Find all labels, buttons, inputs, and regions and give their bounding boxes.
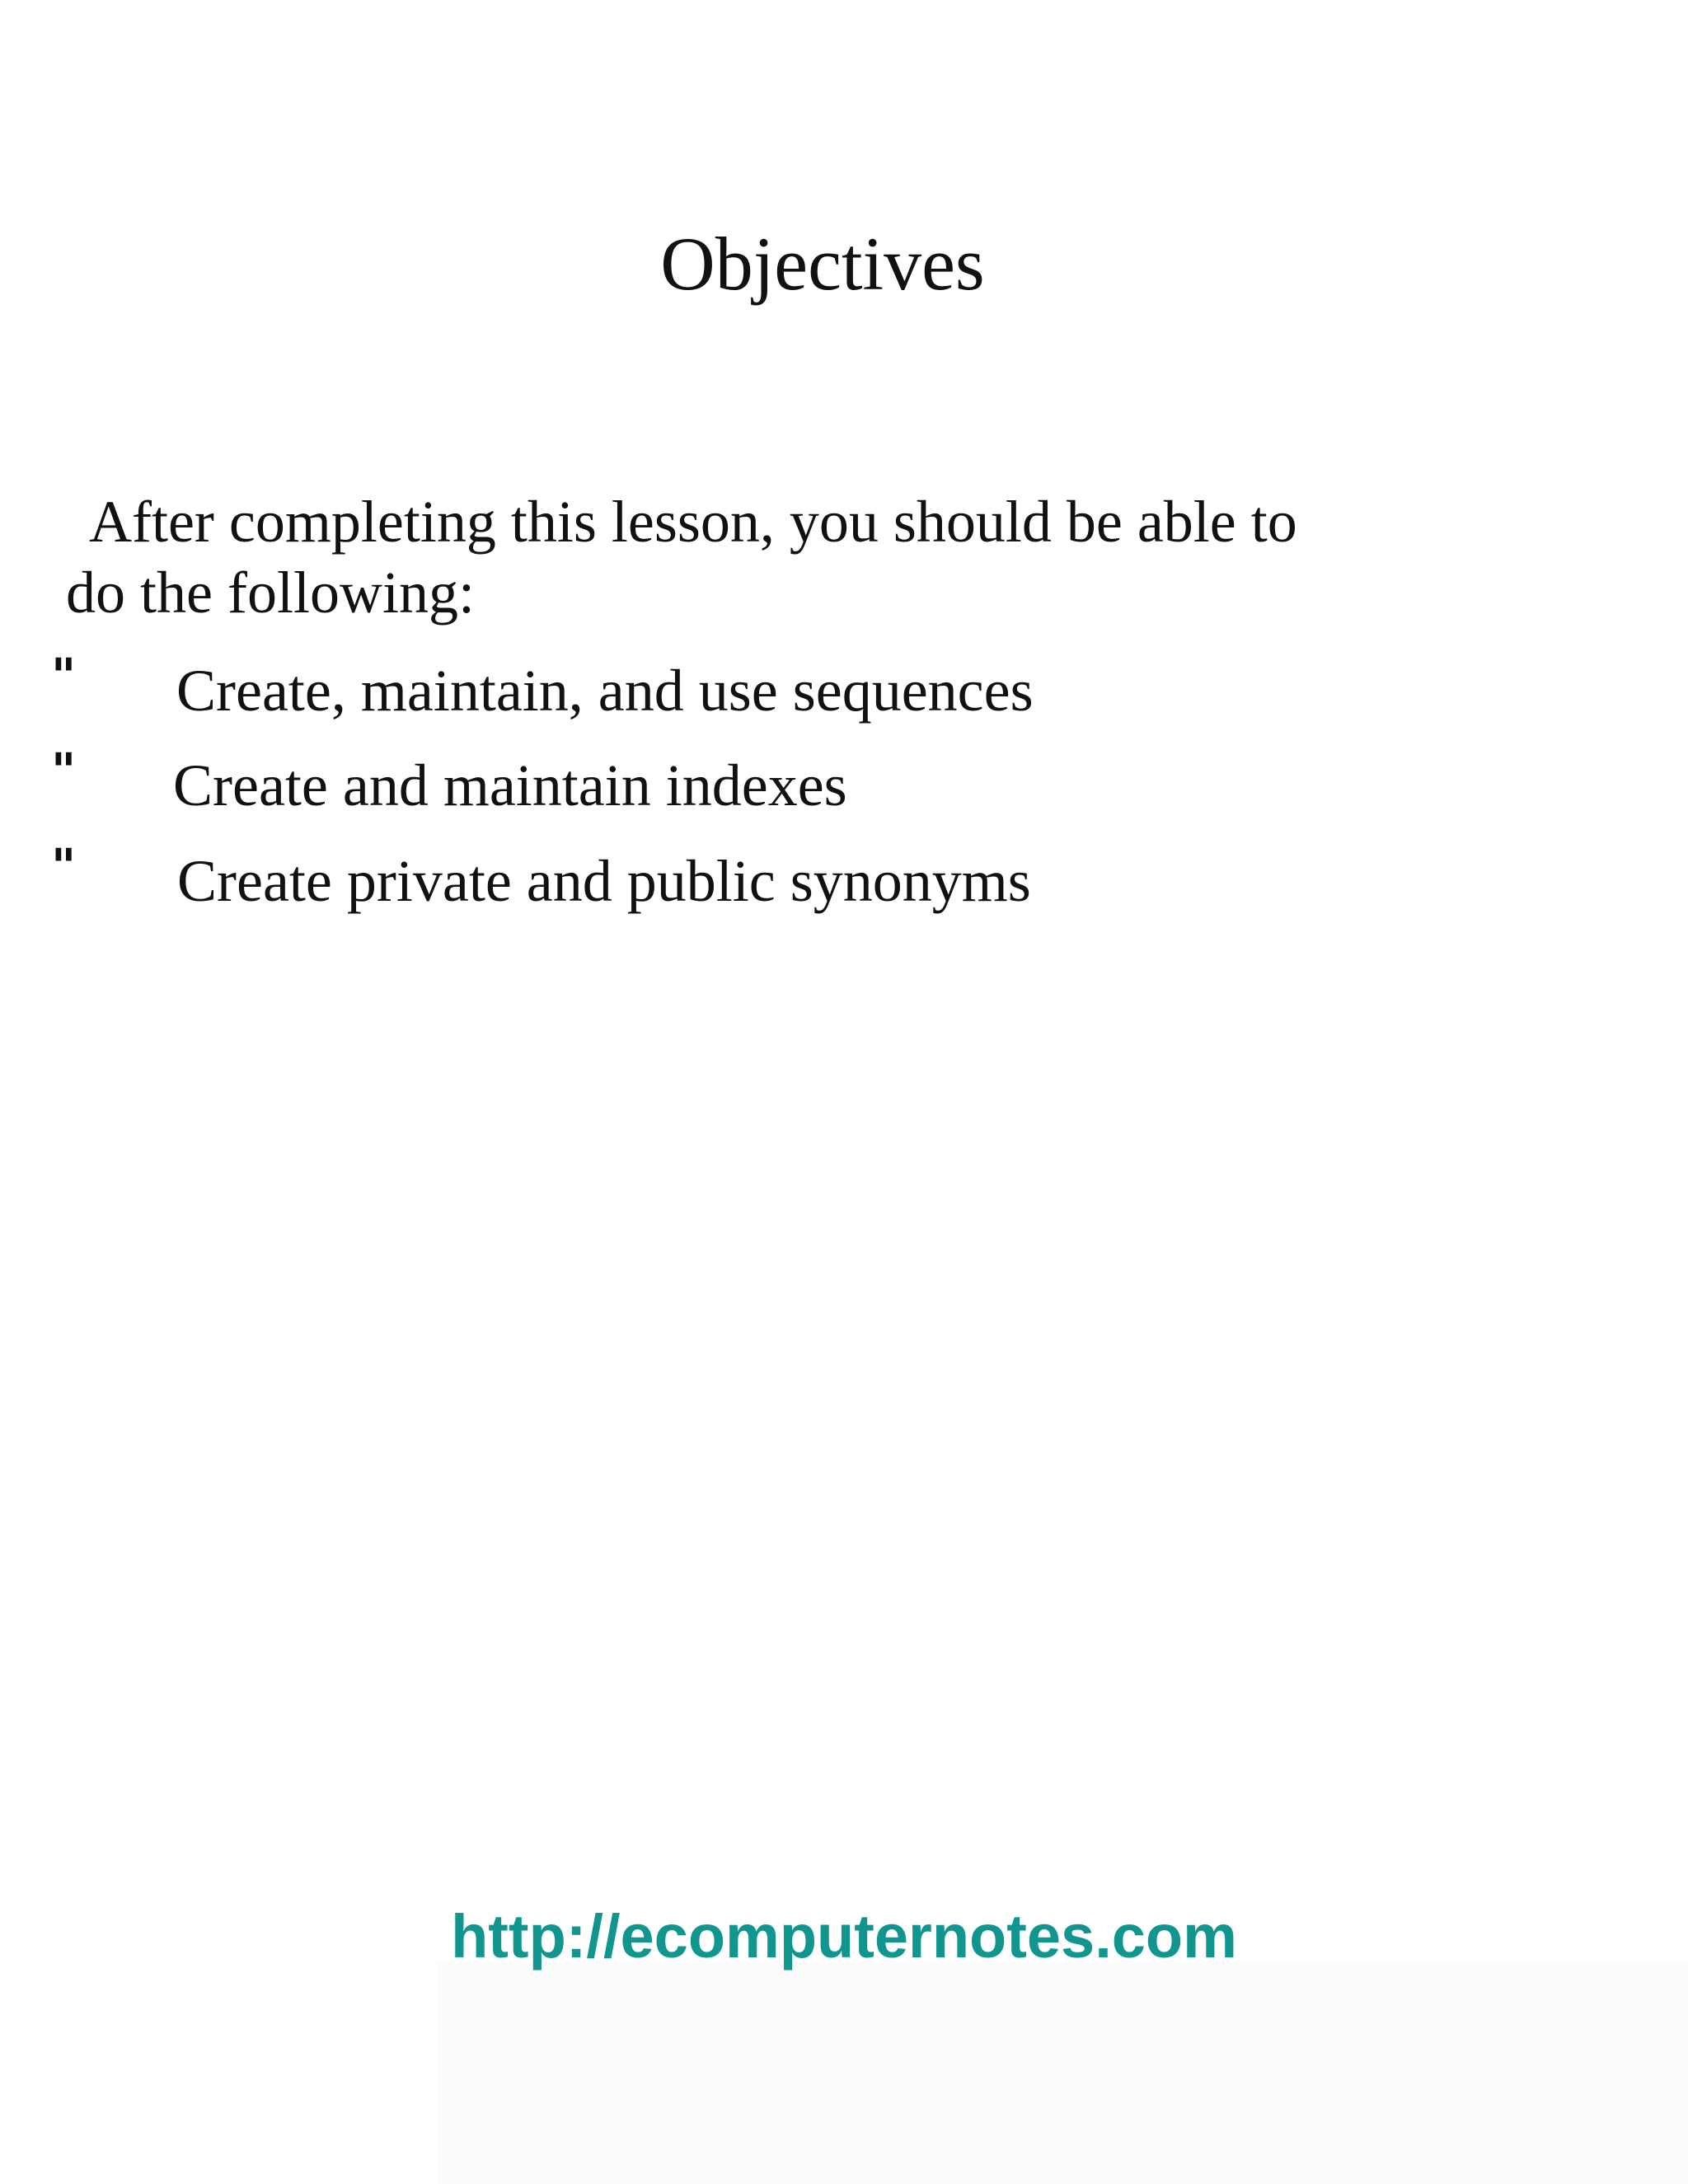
intro-line-2: do the following:	[66, 560, 475, 626]
bullet-mark: "	[51, 648, 77, 704]
objective-text-sequences: Create, maintain, and use sequences	[176, 658, 1034, 724]
objective-item-sequences	[51, 648, 1287, 736]
intro-line-1: After completing this lesson, you should be able to	[89, 489, 1297, 555]
bullet-mark: "	[51, 743, 77, 799]
footer-shade	[437, 1961, 1688, 2184]
objective-item-synonyms	[51, 838, 1287, 926]
objective-item-indexes	[51, 743, 1287, 831]
page-title: Objectives	[660, 222, 985, 306]
intro-paragraph	[66, 486, 1467, 628]
bullet-mark: "	[51, 838, 77, 894]
website-link[interactable]: http://ecomputernotes.com	[451, 1902, 1237, 1971]
objective-text-synonyms: Create private and public synonyms	[177, 848, 1031, 914]
objective-text-indexes: Create and maintain indexes	[173, 752, 847, 818]
